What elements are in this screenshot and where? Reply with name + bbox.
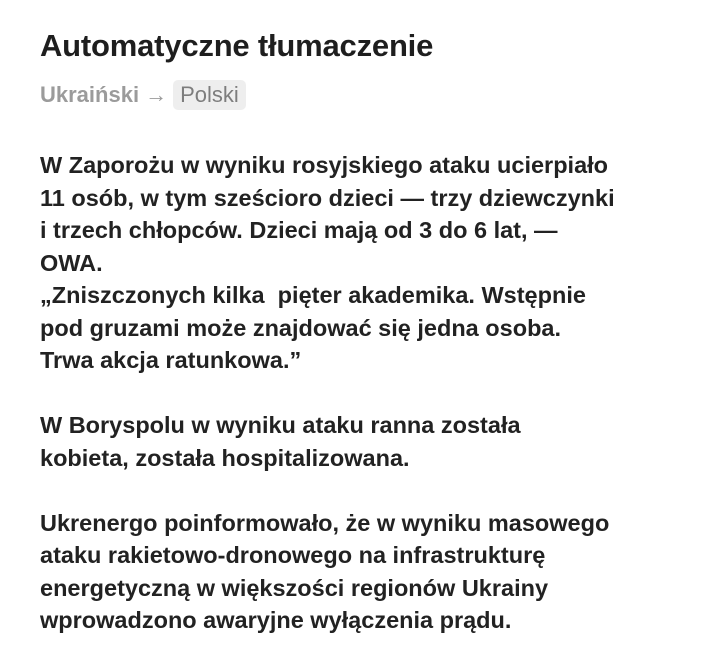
- language-selector: [40, 80, 680, 110]
- arrow-right-icon: →: [145, 82, 168, 107]
- page-title: Automatyczne tłumaczenie: [40, 28, 434, 63]
- paragraph-2: [40, 409, 680, 474]
- text-line: Ukrenergo poinformowało, że w wyniku masowego: [40, 509, 610, 536]
- text-line: W Zaporożu w wyniku rosyjskiego ataku ucierpiało: [40, 152, 609, 178]
- text-line: kobieta, została hospitalizowana.: [40, 444, 410, 471]
- text-line: energetyczną w większości regionów Ukrainy: [40, 574, 549, 601]
- text-line: ataku rakietowo-dronowego na infrastrukturę: [40, 542, 546, 568]
- text-line: „Zniszczonych kilka pięter akademika. Wstępnie: [40, 282, 586, 308]
- text-line: Trwa akcja ratunkowa.”: [40, 347, 302, 373]
- text-line: pod gruzami może znajdować się jedna osoba.: [40, 314, 562, 341]
- paragraph-1: [40, 149, 680, 377]
- paragraph-3: [40, 507, 680, 637]
- target-language-chip[interactable]: Polski: [173, 80, 246, 110]
- text-line: wprowadzono awaryjne wyłączenia prądu.: [40, 607, 512, 633]
- text-line: OWA.: [40, 249, 103, 276]
- text-line: W Boryspolu w wyniku ataku ranna została: [40, 412, 521, 438]
- text-line: 11 osób, w tym sześcioro dzieci — trzy dziewczynki: [40, 184, 615, 211]
- translated-text: [40, 149, 680, 637]
- source-language[interactable]: Ukraiński: [40, 82, 140, 107]
- text-line: i trzech chłopców. Dzieci mają od 3 do 6 lat, —: [40, 217, 558, 243]
